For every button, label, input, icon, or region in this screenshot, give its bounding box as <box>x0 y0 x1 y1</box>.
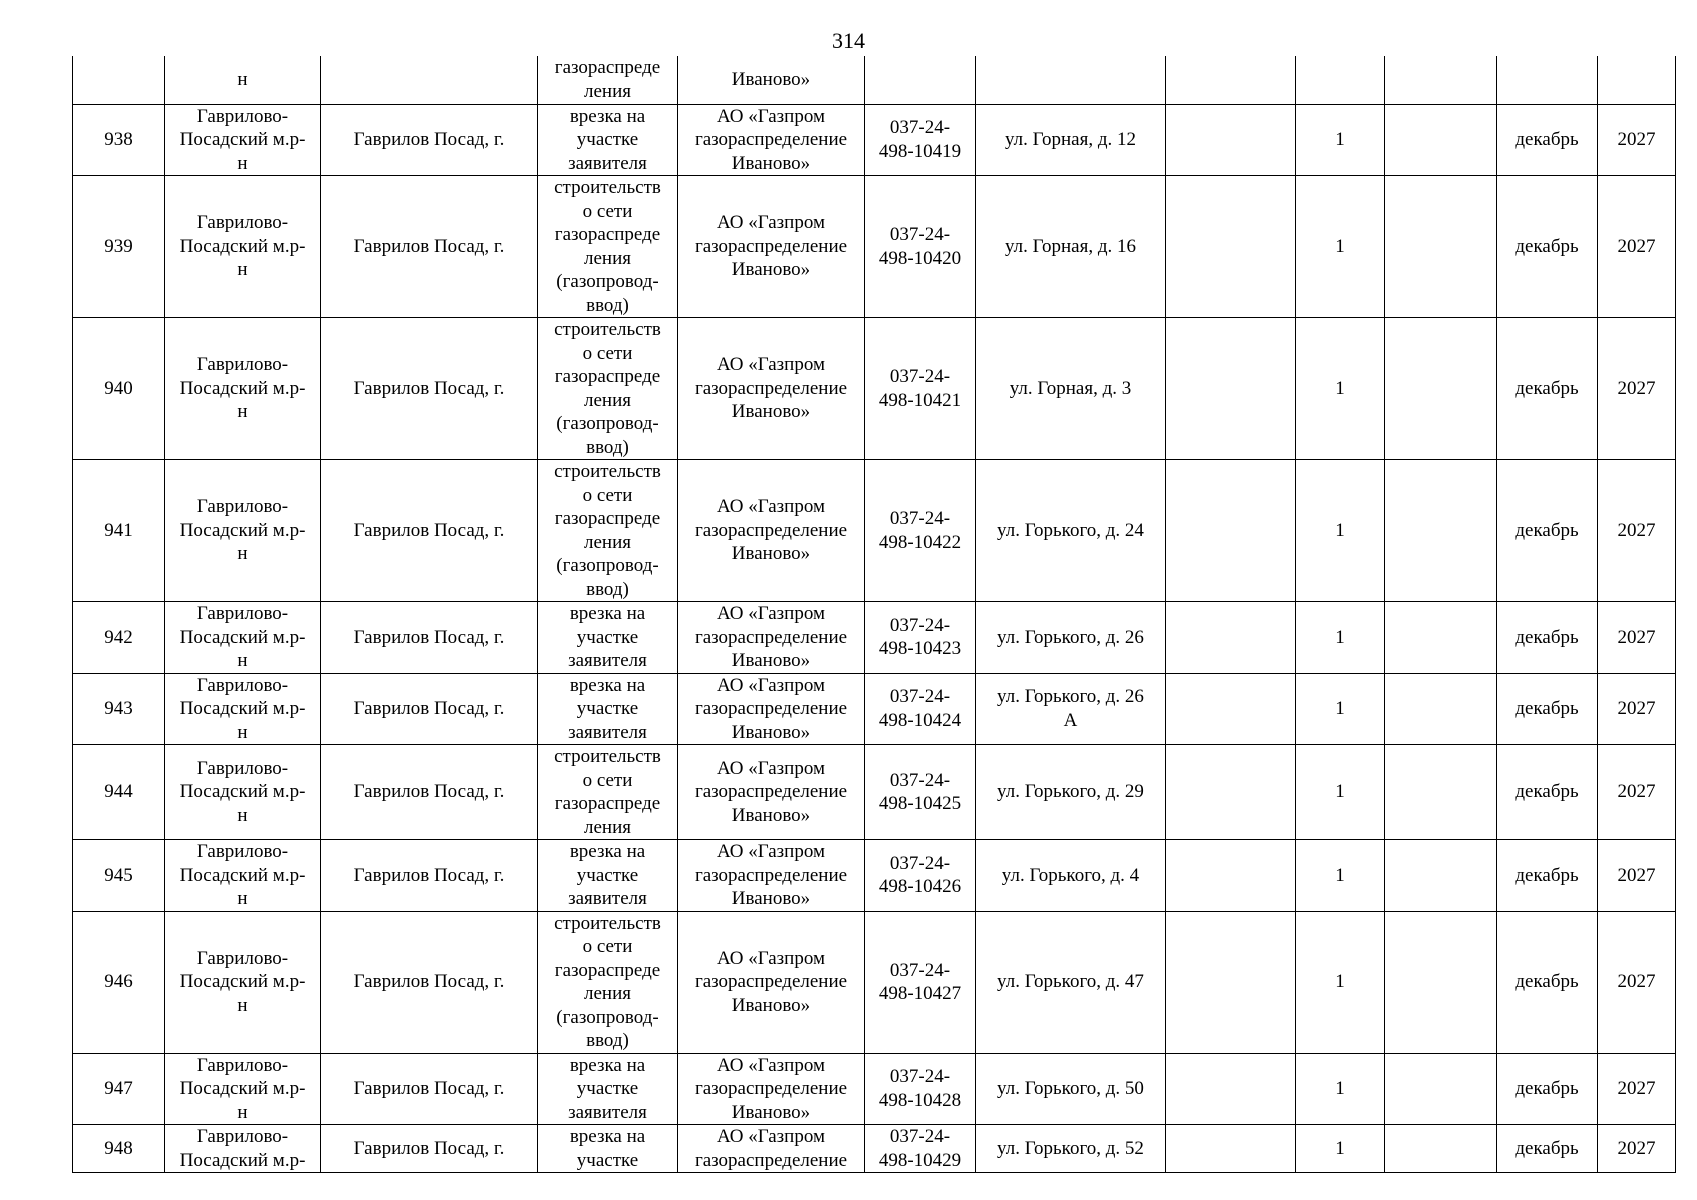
cell-locality: Гаврилов Посад, г. <box>321 745 538 840</box>
table-row <box>73 1053 1676 1125</box>
cell-month: декабрь <box>1497 745 1598 840</box>
cell-year: 2027 <box>1598 104 1676 176</box>
cell-org: Иваново» <box>678 56 865 104</box>
cell-address: ул. Горная, д. 16 <box>976 176 1166 318</box>
cell-num <box>73 56 165 104</box>
cell-num: 939 <box>73 176 165 318</box>
cell-empty-1 <box>1166 1053 1296 1125</box>
cell-year: 2027 <box>1598 1053 1676 1125</box>
page-number: 314 <box>832 28 865 53</box>
table-row <box>73 460 1676 602</box>
cell-empty-2 <box>1385 1053 1497 1125</box>
cell-locality: Гаврилов Посад, г. <box>321 176 538 318</box>
cell-org: АО «Газпром газораспределение Иваново» <box>678 176 865 318</box>
cell-num: 942 <box>73 602 165 674</box>
cell-work: строительств о сети газораспреде ления (газопровод- ввод) <box>538 911 678 1053</box>
cell-address: ул. Горького, д. 4 <box>976 840 1166 912</box>
cell-work: газораспреде ления <box>538 56 678 104</box>
cell-empty-1 <box>1166 602 1296 674</box>
cell-month: декабрь <box>1497 176 1598 318</box>
cell-month: декабрь <box>1497 911 1598 1053</box>
cell-address: ул. Горького, д. 24 <box>976 460 1166 602</box>
cell-year: 2027 <box>1598 745 1676 840</box>
cell-num: 940 <box>73 318 165 460</box>
cell-month: декабрь <box>1497 1125 1598 1173</box>
cell-empty-2 <box>1385 460 1497 602</box>
cell-address: ул. Горького, д. 26 А <box>976 673 1166 745</box>
cell-address: ул. Горького, д. 50 <box>976 1053 1166 1125</box>
cell-year: 2027 <box>1598 1125 1676 1173</box>
cell-empty-1 <box>1166 911 1296 1053</box>
cell-code: 037-24- 498-10421 <box>865 318 976 460</box>
cell-org: АО «Газпром газораспределение Иваново» <box>678 911 865 1053</box>
table-row <box>73 840 1676 912</box>
cell-num: 944 <box>73 745 165 840</box>
cell-empty-2 <box>1385 745 1497 840</box>
cell-district: Гаврилово- Посадский м.р- н <box>165 104 321 176</box>
cell-locality: Гаврилов Посад, г. <box>321 840 538 912</box>
cell-district: Гаврилово- Посадский м.р- н <box>165 176 321 318</box>
cell-num: 943 <box>73 673 165 745</box>
cell-org: АО «Газпром газораспределение Иваново» <box>678 104 865 176</box>
cell-empty-1 <box>1166 460 1296 602</box>
cell-year: 2027 <box>1598 673 1676 745</box>
cell-district: Гаврилово- Посадский м.р- н <box>165 673 321 745</box>
cell-locality: Гаврилов Посад, г. <box>321 318 538 460</box>
cell-address: ул. Горького, д. 52 <box>976 1125 1166 1173</box>
cell-code: 037-24- 498-10419 <box>865 104 976 176</box>
cell-org: АО «Газпром газораспределение Иваново» <box>678 1053 865 1125</box>
cell-qty: 1 <box>1296 602 1385 674</box>
cell-district: Гаврилово- Посадский м.р- н <box>165 602 321 674</box>
cell-qty: 1 <box>1296 673 1385 745</box>
cell-district: Гаврилово- Посадский м.р- <box>165 1125 321 1173</box>
cell-address: ул. Горького, д. 29 <box>976 745 1166 840</box>
cell-org: АО «Газпром газораспределение Иваново» <box>678 745 865 840</box>
cell-qty: 1 <box>1296 745 1385 840</box>
cell-code: 037-24- 498-10427 <box>865 911 976 1053</box>
cell-empty-1 <box>1166 56 1296 104</box>
cell-empty-2 <box>1385 911 1497 1053</box>
cell-empty-1 <box>1166 745 1296 840</box>
table-row <box>73 745 1676 840</box>
cell-empty-2 <box>1385 1125 1497 1173</box>
cell-locality: Гаврилов Посад, г. <box>321 602 538 674</box>
cell-org: АО «Газпром газораспределение Иваново» <box>678 318 865 460</box>
cell-qty <box>1296 56 1385 104</box>
cell-year: 2027 <box>1598 840 1676 912</box>
cell-locality: Гаврилов Посад, г. <box>321 460 538 602</box>
cell-year: 2027 <box>1598 602 1676 674</box>
cell-empty-2 <box>1385 673 1497 745</box>
cell-locality: Гаврилов Посад, г. <box>321 1125 538 1173</box>
cell-empty-2 <box>1385 318 1497 460</box>
cell-address: ул. Горького, д. 47 <box>976 911 1166 1053</box>
cell-empty-1 <box>1166 673 1296 745</box>
table-row <box>73 318 1676 460</box>
cell-code: 037-24- 498-10424 <box>865 673 976 745</box>
cell-year <box>1598 56 1676 104</box>
cell-code <box>865 56 976 104</box>
cell-empty-1 <box>1166 318 1296 460</box>
cell-qty: 1 <box>1296 840 1385 912</box>
cell-month: декабрь <box>1497 673 1598 745</box>
cell-num: 941 <box>73 460 165 602</box>
cell-work: врезка на участке заявителя <box>538 673 678 745</box>
cell-locality: Гаврилов Посад, г. <box>321 673 538 745</box>
cell-district: Гаврилово- Посадский м.р- н <box>165 1053 321 1125</box>
cell-empty-1 <box>1166 176 1296 318</box>
cell-code: 037-24- 498-10420 <box>865 176 976 318</box>
cell-month: декабрь <box>1497 1053 1598 1125</box>
cell-month: декабрь <box>1497 460 1598 602</box>
cell-district: Гаврилово- Посадский м.р- н <box>165 318 321 460</box>
cell-code: 037-24- 498-10422 <box>865 460 976 602</box>
table-row <box>73 602 1676 674</box>
table-row <box>73 176 1676 318</box>
cell-org: АО «Газпром газораспределение Иваново» <box>678 673 865 745</box>
cell-qty: 1 <box>1296 104 1385 176</box>
cell-qty: 1 <box>1296 460 1385 602</box>
cell-empty-1 <box>1166 840 1296 912</box>
cell-year: 2027 <box>1598 911 1676 1053</box>
cell-work: строительств о сети газораспреде ления (газопровод- ввод) <box>538 318 678 460</box>
cell-month: декабрь <box>1497 840 1598 912</box>
cell-qty: 1 <box>1296 1125 1385 1173</box>
gas-connection-table <box>72 56 1676 1173</box>
cell-work: строительств о сети газораспреде ления (газопровод- ввод) <box>538 460 678 602</box>
cell-qty: 1 <box>1296 318 1385 460</box>
cell-locality: Гаврилов Посад, г. <box>321 104 538 176</box>
cell-code: 037-24- 498-10429 <box>865 1125 976 1173</box>
cell-work: врезка на участке заявителя <box>538 840 678 912</box>
cell-num: 947 <box>73 1053 165 1125</box>
cell-year: 2027 <box>1598 460 1676 602</box>
cell-address: ул. Горького, д. 26 <box>976 602 1166 674</box>
cell-month: декабрь <box>1497 602 1598 674</box>
cell-work: врезка на участке заявителя <box>538 104 678 176</box>
table-row <box>73 104 1676 176</box>
cell-code: 037-24- 498-10426 <box>865 840 976 912</box>
cell-month <box>1497 56 1598 104</box>
table-row <box>73 1125 1676 1173</box>
cell-code: 037-24- 498-10425 <box>865 745 976 840</box>
cell-locality <box>321 56 538 104</box>
table-row <box>73 673 1676 745</box>
cell-locality: Гаврилов Посад, г. <box>321 911 538 1053</box>
cell-year: 2027 <box>1598 318 1676 460</box>
cell-work: строительств о сети газораспреде ления <box>538 745 678 840</box>
cell-month: декабрь <box>1497 104 1598 176</box>
cell-code: 037-24- 498-10423 <box>865 602 976 674</box>
cell-empty-1 <box>1166 104 1296 176</box>
cell-address: ул. Горная, д. 12 <box>976 104 1166 176</box>
cell-num: 948 <box>73 1125 165 1173</box>
cell-qty: 1 <box>1296 1053 1385 1125</box>
cell-work: врезка на участке заявителя <box>538 602 678 674</box>
cell-org: АО «Газпром газораспределение Иваново» <box>678 840 865 912</box>
cell-org: АО «Газпром газораспределение Иваново» <box>678 602 865 674</box>
cell-district: н <box>165 56 321 104</box>
cell-district: Гаврилово- Посадский м.р- н <box>165 840 321 912</box>
cell-month: декабрь <box>1497 318 1598 460</box>
cell-org: АО «Газпром газораспределение Иваново» <box>678 460 865 602</box>
cell-code: 037-24- 498-10428 <box>865 1053 976 1125</box>
cell-work: врезка на участке <box>538 1125 678 1173</box>
cell-address: ул. Горная, д. 3 <box>976 318 1166 460</box>
cell-district: Гаврилово- Посадский м.р- н <box>165 460 321 602</box>
cell-org: АО «Газпром газораспределение <box>678 1125 865 1173</box>
cell-work: врезка на участке заявителя <box>538 1053 678 1125</box>
cell-address <box>976 56 1166 104</box>
cell-empty-2 <box>1385 176 1497 318</box>
cell-empty-2 <box>1385 840 1497 912</box>
table-row <box>73 911 1676 1053</box>
cell-work: строительств о сети газораспреде ления (газопровод- ввод) <box>538 176 678 318</box>
cell-num: 946 <box>73 911 165 1053</box>
continued-row <box>73 56 1676 104</box>
cell-district: Гаврилово- Посадский м.р- н <box>165 745 321 840</box>
cell-empty-2 <box>1385 56 1497 104</box>
cell-empty-2 <box>1385 104 1497 176</box>
cell-qty: 1 <box>1296 911 1385 1053</box>
cell-district: Гаврилово- Посадский м.р- н <box>165 911 321 1053</box>
cell-num: 945 <box>73 840 165 912</box>
cell-locality: Гаврилов Посад, г. <box>321 1053 538 1125</box>
cell-empty-2 <box>1385 602 1497 674</box>
cell-qty: 1 <box>1296 176 1385 318</box>
cell-num: 938 <box>73 104 165 176</box>
cell-empty-1 <box>1166 1125 1296 1173</box>
cell-year: 2027 <box>1598 176 1676 318</box>
